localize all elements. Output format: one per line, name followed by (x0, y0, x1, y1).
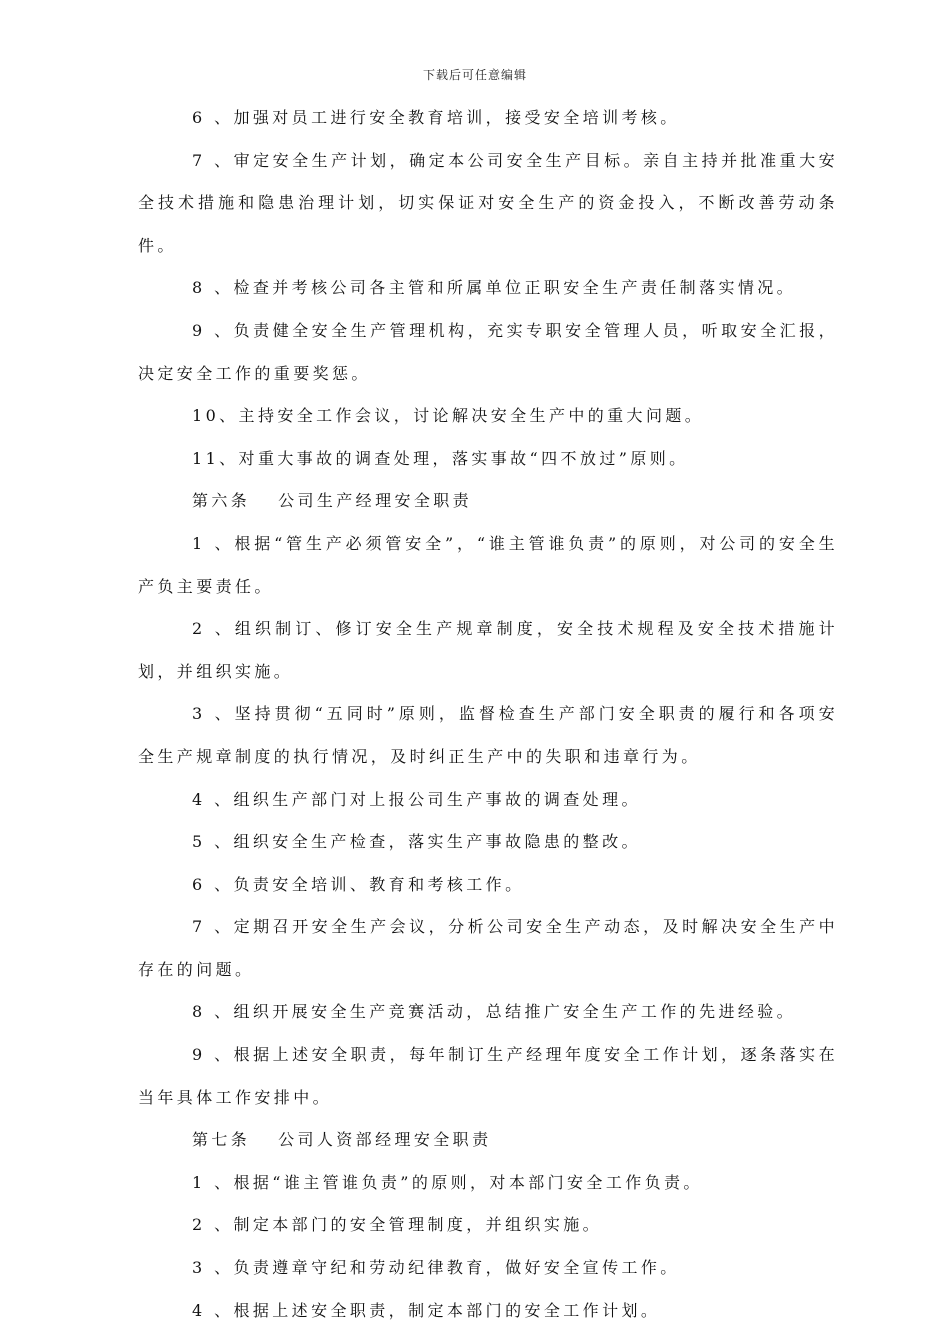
document-body (138, 97, 838, 1332)
section-heading-article-6: 第六条 公司生产经理安全职责 (192, 491, 473, 511)
paragraph-item-1: 1 、根据“管生产必须管安全”，“谁主管谁负责”的原则，对公司的安全生产负主要责任。 (138, 533, 838, 596)
paragraph-item-8b: 8 、组织开展安全生产竞赛活动，总结推广安全生产工作的先进经验。 (192, 1002, 797, 1022)
paragraph-item-11: 11、对重大事故的调查处理，落实事故“四不放过”原则。 (192, 448, 689, 468)
paragraph-item-2c: 2 、制定本部门的安全管理制度，并组织实施。 (192, 1215, 603, 1235)
paragraph-item-6b: 6 、负责安全培训、教育和考核工作。 (192, 874, 525, 894)
page-header: 下载后可任意编辑 (422, 68, 527, 82)
paragraph-item-3c: 3 、负责遵章守纪和劳动纪律教育，做好安全宣传工作。 (192, 1258, 680, 1278)
paragraph-item-9: 9 、负责健全安全生产管理机构，充实专职安全管理人员，听取安全汇报，决定安全工作的重要奖惩。 (138, 320, 838, 383)
paragraph-item-6: 6 、加强对员工进行安全教育培训，接受安全培训考核。 (192, 108, 680, 127)
paragraph-item-7b: 7 、定期召开安全生产会议，分析公司安全生产动态，及时解决安全生产中存在的问题。 (138, 917, 838, 979)
paragraph-item-9b: 9 、根据上述安全职责，每年制订生产经理年度安全工作计划，逐条落实在当年具体工作安排中。 (138, 1045, 838, 1107)
paragraph-item-4: 4 、组织生产部门对上报公司生产事故的调查处理。 (192, 789, 641, 809)
paragraph-item-10: 10、主持安全工作会议，讨论解决安全生产中的重大问题。 (192, 406, 705, 426)
section-heading-article-7: 第七条 公司人资部经理安全职责 (192, 1130, 492, 1150)
paragraph-item-1c: 1 、根据“谁主管谁负责”的原则，对本部门安全工作负责。 (192, 1172, 703, 1192)
paragraph-item-3: 3 、坚持贯彻“五同时”原则，监督检查生产部门安全职责的履行和各项安全生产规章制度的执行情况，及时纠正生产中的失职和违章行为。 (138, 704, 838, 766)
paragraph-item-7: 7 、审定安全生产计划，确定本公司安全生产目标。亲自主持并批准重大安全技术措施和隐患治理计划，切实保证对安全生产的资金投入，不断改善劳动条件。 (138, 150, 838, 255)
paragraph-item-2: 2 、组织制订、修订安全生产规章制度，安全技术规程及安全技术措施计划，并组织实施。 (138, 619, 838, 681)
paragraph-item-5: 5 、组织安全生产检查，落实生产事故隐患的整改。 (192, 832, 641, 852)
paragraph-item-4c: 4 、根据上述安全职责，制定本部门的安全工作计划。 (192, 1300, 661, 1320)
paragraph-item-8: 8 、检查并考核公司各主管和所属单位正职安全生产责任制落实情况。 (192, 278, 797, 298)
